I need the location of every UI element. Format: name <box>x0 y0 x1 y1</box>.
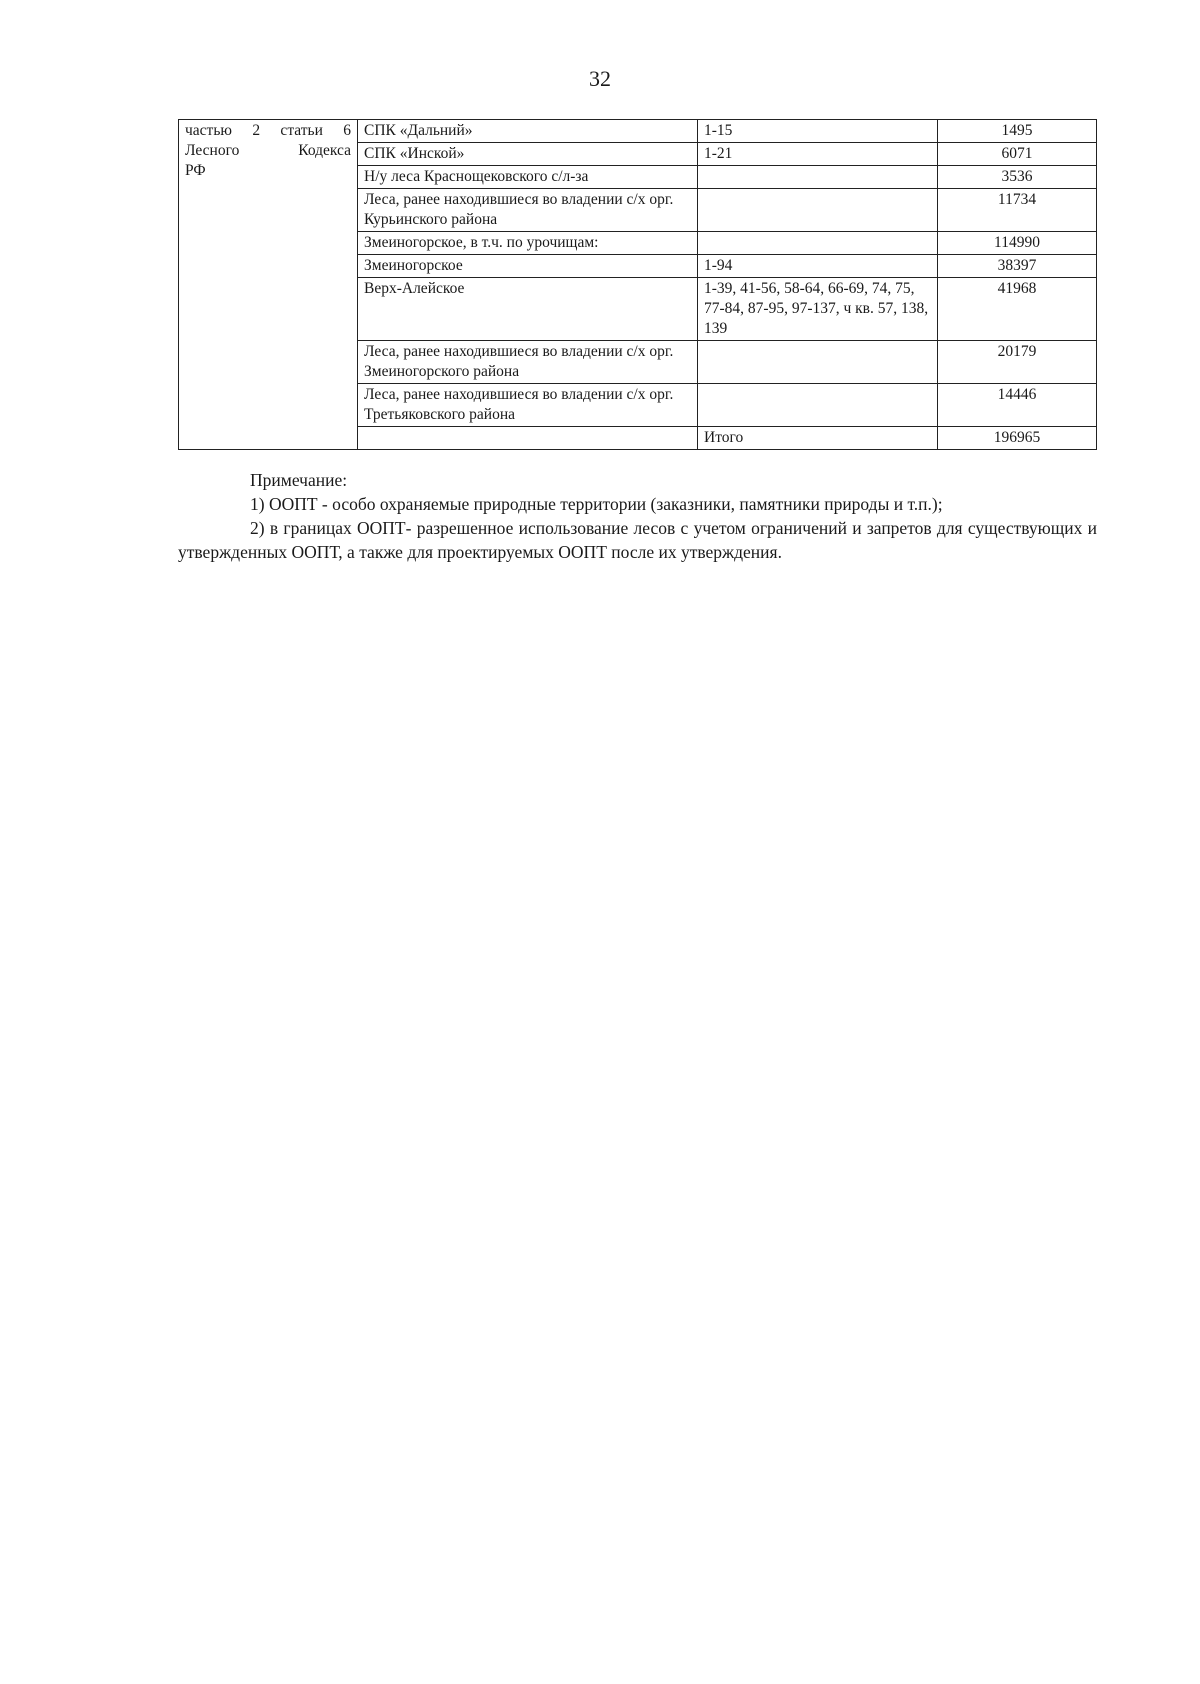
quarters-cell <box>698 189 938 232</box>
forest-name-cell: Н/у леса Краснощековского с/л-за <box>358 166 698 189</box>
legal-basis-line: Лесного Кодекса <box>185 142 351 159</box>
quarters-cell <box>698 384 938 427</box>
forest-name-cell: Верх-Алейское <box>358 278 698 341</box>
note-item-2: 2) в границах ООПТ- разрешенное использование лесов с учетом ограничений и запретов для существующих и утвержденных ООПТ, а также для проектируемых ООПТ после их утверждения. <box>178 518 1097 562</box>
forest-area-table <box>178 119 1097 450</box>
table-row <box>179 120 1097 143</box>
area-cell: 3536 <box>938 166 1097 189</box>
area-cell: 41968 <box>938 278 1097 341</box>
forest-name-cell: Змеиногорское, в т.ч. по урочищам: <box>358 232 698 255</box>
area-cell: 1495 <box>938 120 1097 143</box>
legal-basis-cell <box>179 120 358 450</box>
area-cell: 14446 <box>938 384 1097 427</box>
quarters-cell: 1-15 <box>698 120 938 143</box>
forest-name-cell: Леса, ранее находившиеся во владении с/х орг. Курьинского района <box>358 189 698 232</box>
notes-title: Примечание: <box>250 470 348 490</box>
forest-name-cell <box>358 427 698 450</box>
forest-name-cell: Леса, ранее находившиеся во владении с/х орг. Змеиногорского района <box>358 341 698 384</box>
legal-basis-line: частью 2 статьи 6 <box>185 122 351 139</box>
legal-basis-line: РФ <box>185 162 206 179</box>
notes-section <box>178 468 1097 564</box>
forest-name-cell: Леса, ранее находившиеся во владении с/х орг. Третьяковского района <box>358 384 698 427</box>
quarters-cell: 1-21 <box>698 143 938 166</box>
quarters-cell: 1-94 <box>698 255 938 278</box>
forest-name-cell: Змеиногорское <box>358 255 698 278</box>
forest-name-cell: СПК «Инской» <box>358 143 698 166</box>
quarters-cell <box>698 341 938 384</box>
forest-name-cell: СПК «Дальний» <box>358 120 698 143</box>
area-cell: 6071 <box>938 143 1097 166</box>
quarters-cell: 1-39, 41-56, 58-64, 66-69, 74, 75, 77-84, 87-95, 97-137, ч кв. 57, 138, 139 <box>698 278 938 341</box>
quarters-cell <box>698 166 938 189</box>
page-number: 32 <box>589 66 611 91</box>
area-cell: 114990 <box>938 232 1097 255</box>
area-cell: 11734 <box>938 189 1097 232</box>
area-cell: 196965 <box>938 427 1097 450</box>
area-cell: 38397 <box>938 255 1097 278</box>
area-cell: 20179 <box>938 341 1097 384</box>
quarters-cell: Итого <box>698 427 938 450</box>
quarters-cell <box>698 232 938 255</box>
note-item-1: 1) ООПТ - особо охраняемые природные территории (заказники, памятники природы и т.п.); <box>250 494 943 514</box>
